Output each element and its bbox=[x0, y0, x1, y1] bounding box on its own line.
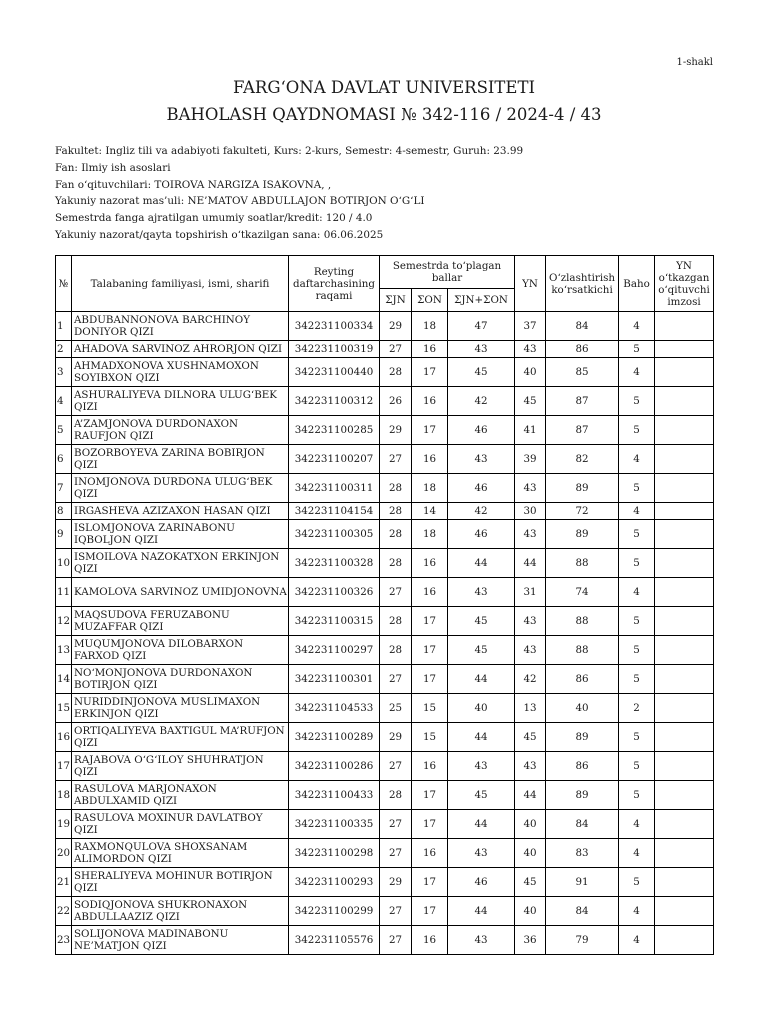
yn-score: 40 bbox=[515, 839, 546, 868]
on-score: 15 bbox=[412, 694, 448, 723]
student-name: NURIDDINJONOVA MUSLIMAXON ERKINJON QIZI bbox=[72, 694, 289, 723]
on-score: 17 bbox=[412, 897, 448, 926]
row-number: 11 bbox=[56, 578, 72, 607]
row-number: 19 bbox=[56, 810, 72, 839]
header-semester-points: Semestrda to‘plagan ballar bbox=[380, 256, 515, 289]
yn-score: 36 bbox=[515, 926, 546, 955]
total-score: 43 bbox=[448, 341, 515, 358]
total-score: 42 bbox=[448, 503, 515, 520]
yn-score: 37 bbox=[515, 312, 546, 341]
mastery-score: 84 bbox=[546, 897, 619, 926]
on-score: 17 bbox=[412, 665, 448, 694]
total-score: 47 bbox=[448, 312, 515, 341]
mastery-score: 89 bbox=[546, 520, 619, 549]
mastery-score: 85 bbox=[546, 358, 619, 387]
jn-score: 29 bbox=[380, 312, 412, 341]
row-number: 4 bbox=[56, 387, 72, 416]
grade: 4 bbox=[619, 926, 655, 955]
student-name: ORTIQALIYEVA BAXTIGUL MA’RUFJON QIZI bbox=[72, 723, 289, 752]
row-number: 20 bbox=[56, 839, 72, 868]
mastery-score: 82 bbox=[546, 445, 619, 474]
table-row bbox=[56, 839, 714, 868]
total-score: 43 bbox=[448, 445, 515, 474]
student-name: A’ZAMJONOVA DURDONAXON RAUFJON QIZI bbox=[72, 416, 289, 445]
yn-score: 13 bbox=[515, 694, 546, 723]
student-name: ABDUBANNONOVA BARCHINOY DONIYOR QIZI bbox=[72, 312, 289, 341]
signature-cell bbox=[655, 578, 714, 607]
info-subject: Fan: Ilmiy ish asoslari bbox=[55, 161, 171, 174]
total-score: 46 bbox=[448, 868, 515, 897]
row-number: 3 bbox=[56, 358, 72, 387]
info-examiner: Yakuniy nazorat mas’uli: NE’MATOV ABDULLAJON BOTIRJON O‘G‘LI bbox=[55, 195, 425, 208]
table-row bbox=[56, 549, 714, 578]
yn-score: 40 bbox=[515, 358, 546, 387]
record-book-number: 342231100328 bbox=[289, 549, 380, 578]
document-title: BAHOLASH QAYDNOMASI № 342-116 / 2024-4 / 43 bbox=[166, 105, 602, 124]
mastery-score: 88 bbox=[546, 607, 619, 636]
signature-cell bbox=[655, 474, 714, 503]
student-name: AHADOVA SARVINOZ AHRORJON QIZI bbox=[72, 341, 289, 358]
student-name: IRGASHEVA AZIZAXON HASAN QIZI bbox=[72, 503, 289, 520]
on-score: 16 bbox=[412, 445, 448, 474]
jn-score: 28 bbox=[380, 636, 412, 665]
row-number: 18 bbox=[56, 781, 72, 810]
signature-cell bbox=[655, 503, 714, 520]
mastery-score: 87 bbox=[546, 416, 619, 445]
mastery-score: 79 bbox=[546, 926, 619, 955]
on-score: 17 bbox=[412, 781, 448, 810]
signature-cell bbox=[655, 416, 714, 445]
total-score: 40 bbox=[448, 694, 515, 723]
signature-cell bbox=[655, 897, 714, 926]
record-book-number: 342231100297 bbox=[289, 636, 380, 665]
yn-score: 43 bbox=[515, 752, 546, 781]
row-number: 13 bbox=[56, 636, 72, 665]
signature-cell bbox=[655, 636, 714, 665]
student-name: SHERALIYEVA MOHINUR BOTIRJON QIZI bbox=[72, 868, 289, 897]
row-number: 17 bbox=[56, 752, 72, 781]
on-score: 16 bbox=[412, 387, 448, 416]
yn-score: 45 bbox=[515, 868, 546, 897]
info-block bbox=[55, 143, 523, 244]
grade: 4 bbox=[619, 839, 655, 868]
record-book-number: 342231100315 bbox=[289, 607, 380, 636]
jn-score: 28 bbox=[380, 549, 412, 578]
grade: 5 bbox=[619, 520, 655, 549]
table-row bbox=[56, 416, 714, 445]
grade: 5 bbox=[619, 781, 655, 810]
jn-score: 27 bbox=[380, 897, 412, 926]
record-book-number: 342231100207 bbox=[289, 445, 380, 474]
grades-table bbox=[55, 255, 714, 955]
header-sum: ΣJN+ΣON bbox=[448, 289, 515, 312]
jn-score: 26 bbox=[380, 387, 412, 416]
row-number: 1 bbox=[56, 312, 72, 341]
table-row bbox=[56, 312, 714, 341]
mastery-score: 88 bbox=[546, 636, 619, 665]
on-score: 17 bbox=[412, 607, 448, 636]
signature-cell bbox=[655, 752, 714, 781]
grade: 5 bbox=[619, 549, 655, 578]
student-name: BOZORBOYEVA ZARINA BOBIRJON QIZI bbox=[72, 445, 289, 474]
student-name: NO‘MONJONOVA DURDONAXON BOTIRJON QIZI bbox=[72, 665, 289, 694]
on-score: 17 bbox=[412, 868, 448, 897]
info-faculty: Fakultet: Ingliz tili va adabiyoti fakulteti, Kurs: 2-kurs, Semestr: 4-semestr, Guruh: 23.99 bbox=[55, 145, 524, 157]
table-row bbox=[56, 503, 714, 520]
info-exam-date: Yakuniy nazorat/qayta topshirish o‘tkazilgan sana: 06.06.2025 bbox=[55, 228, 384, 241]
mastery-score: 40 bbox=[546, 694, 619, 723]
header-jn: ΣJN bbox=[380, 289, 412, 312]
jn-score: 27 bbox=[380, 445, 412, 474]
table-row bbox=[56, 341, 714, 358]
row-number: 6 bbox=[56, 445, 72, 474]
mastery-score: 89 bbox=[546, 723, 619, 752]
yn-score: 31 bbox=[515, 578, 546, 607]
jn-score: 29 bbox=[380, 868, 412, 897]
table-row bbox=[56, 665, 714, 694]
header-signature: YN o‘tkazgan o‘qituvchi imzosi bbox=[655, 256, 714, 312]
student-name: RASULOVA MARJONAXON ABDULXAMID QIZI bbox=[72, 781, 289, 810]
university-title: FARG‘ONA DAVLAT UNIVERSITETI bbox=[232, 78, 535, 97]
record-book-number: 342231100293 bbox=[289, 868, 380, 897]
row-number: 7 bbox=[56, 474, 72, 503]
total-score: 43 bbox=[448, 578, 515, 607]
grade: 5 bbox=[619, 636, 655, 665]
table-row bbox=[56, 723, 714, 752]
signature-cell bbox=[655, 839, 714, 868]
mastery-score: 84 bbox=[546, 312, 619, 341]
grade: 5 bbox=[619, 752, 655, 781]
total-score: 42 bbox=[448, 387, 515, 416]
header-number: № bbox=[56, 256, 72, 312]
grade: 5 bbox=[619, 341, 655, 358]
grade: 4 bbox=[619, 503, 655, 520]
mastery-score: 86 bbox=[546, 752, 619, 781]
on-score: 17 bbox=[412, 636, 448, 665]
on-score: 18 bbox=[412, 520, 448, 549]
on-score: 15 bbox=[412, 723, 448, 752]
grade: 4 bbox=[619, 358, 655, 387]
signature-cell bbox=[655, 926, 714, 955]
grade: 5 bbox=[619, 868, 655, 897]
grade: 4 bbox=[619, 445, 655, 474]
record-book-number: 342231100326 bbox=[289, 578, 380, 607]
jn-score: 28 bbox=[380, 520, 412, 549]
record-book-number: 342231100319 bbox=[289, 341, 380, 358]
total-score: 43 bbox=[448, 752, 515, 781]
total-score: 46 bbox=[448, 520, 515, 549]
on-score: 18 bbox=[412, 474, 448, 503]
row-number: 2 bbox=[56, 341, 72, 358]
table-row bbox=[56, 868, 714, 897]
row-number: 9 bbox=[56, 520, 72, 549]
total-score: 44 bbox=[448, 723, 515, 752]
record-book-number: 342231104533 bbox=[289, 694, 380, 723]
total-score: 44 bbox=[448, 549, 515, 578]
grade: 4 bbox=[619, 578, 655, 607]
mastery-score: 91 bbox=[546, 868, 619, 897]
row-number: 16 bbox=[56, 723, 72, 752]
student-name: KAMOLOVA SARVINOZ UMIDJONOVNA bbox=[72, 578, 289, 607]
yn-score: 40 bbox=[515, 810, 546, 839]
header-on: ΣON bbox=[412, 289, 448, 312]
on-score: 16 bbox=[412, 839, 448, 868]
total-score: 45 bbox=[448, 636, 515, 665]
signature-cell bbox=[655, 607, 714, 636]
grade: 2 bbox=[619, 694, 655, 723]
jn-score: 29 bbox=[380, 416, 412, 445]
signature-cell bbox=[655, 868, 714, 897]
record-book-number: 342231104154 bbox=[289, 503, 380, 520]
yn-score: 40 bbox=[515, 897, 546, 926]
student-name: RASULOVA MOXINUR DAVLATBOY QIZI bbox=[72, 810, 289, 839]
signature-cell bbox=[655, 549, 714, 578]
grade: 4 bbox=[619, 810, 655, 839]
record-book-number: 342231100299 bbox=[289, 897, 380, 926]
table-row bbox=[56, 926, 714, 955]
yn-score: 43 bbox=[515, 341, 546, 358]
mastery-score: 89 bbox=[546, 781, 619, 810]
signature-cell bbox=[655, 694, 714, 723]
jn-score: 28 bbox=[380, 503, 412, 520]
row-number: 12 bbox=[56, 607, 72, 636]
signature-cell bbox=[655, 312, 714, 341]
form-number: 1-shakl bbox=[676, 57, 713, 68]
grade: 5 bbox=[619, 665, 655, 694]
grade: 5 bbox=[619, 474, 655, 503]
mastery-score: 83 bbox=[546, 839, 619, 868]
mastery-score: 87 bbox=[546, 387, 619, 416]
yn-score: 39 bbox=[515, 445, 546, 474]
record-book-number: 342231100285 bbox=[289, 416, 380, 445]
jn-score: 27 bbox=[380, 341, 412, 358]
total-score: 45 bbox=[448, 607, 515, 636]
table-row bbox=[56, 810, 714, 839]
mastery-score: 72 bbox=[546, 503, 619, 520]
table-row bbox=[56, 781, 714, 810]
student-name: RAJABOVA O‘G‘ILOY SHUHRATJON QIZI bbox=[72, 752, 289, 781]
record-book-number: 342231100289 bbox=[289, 723, 380, 752]
signature-cell bbox=[655, 520, 714, 549]
on-score: 17 bbox=[412, 358, 448, 387]
student-name: SOLIJONOVA MADINABONU NE’MATJON QIZI bbox=[72, 926, 289, 955]
jn-score: 28 bbox=[380, 358, 412, 387]
mastery-score: 74 bbox=[546, 578, 619, 607]
yn-score: 41 bbox=[515, 416, 546, 445]
table-row bbox=[56, 445, 714, 474]
on-score: 16 bbox=[412, 549, 448, 578]
grade: 5 bbox=[619, 723, 655, 752]
mastery-score: 86 bbox=[546, 341, 619, 358]
grade: 5 bbox=[619, 607, 655, 636]
signature-cell bbox=[655, 445, 714, 474]
header-mastery: O‘zlashtirish ko‘rsatkichi bbox=[546, 256, 619, 312]
yn-score: 44 bbox=[515, 781, 546, 810]
jn-score: 28 bbox=[380, 607, 412, 636]
signature-cell bbox=[655, 810, 714, 839]
signature-cell bbox=[655, 665, 714, 694]
grades-table-body bbox=[56, 312, 714, 955]
grade: 4 bbox=[619, 897, 655, 926]
total-score: 44 bbox=[448, 665, 515, 694]
jn-score: 27 bbox=[380, 926, 412, 955]
table-row bbox=[56, 578, 714, 607]
table-row bbox=[56, 897, 714, 926]
info-hours-credit: Semestrda fanga ajratilgan umumiy soatlar/kredit: 120 / 4.0 bbox=[55, 212, 373, 225]
total-score: 45 bbox=[448, 781, 515, 810]
student-name: MUQUMJONOVA DILOBARXON FARXOD QIZI bbox=[72, 636, 289, 665]
table-row bbox=[56, 474, 714, 503]
yn-score: 45 bbox=[515, 723, 546, 752]
jn-score: 27 bbox=[380, 839, 412, 868]
grade: 4 bbox=[619, 312, 655, 341]
record-book-number: 342231100311 bbox=[289, 474, 380, 503]
yn-score: 44 bbox=[515, 549, 546, 578]
yn-score: 42 bbox=[515, 665, 546, 694]
row-number: 15 bbox=[56, 694, 72, 723]
table-row bbox=[56, 607, 714, 636]
total-score: 46 bbox=[448, 416, 515, 445]
table-row bbox=[56, 636, 714, 665]
on-score: 16 bbox=[412, 578, 448, 607]
info-teachers: Fan o‘qituvchilari: TOIROVA NARGIZA ISAKOVNA, , bbox=[55, 178, 332, 191]
mastery-score: 86 bbox=[546, 665, 619, 694]
header-yn: YN bbox=[515, 256, 546, 312]
record-book-number: 342231100334 bbox=[289, 312, 380, 341]
total-score: 44 bbox=[448, 810, 515, 839]
record-book-number: 342231105576 bbox=[289, 926, 380, 955]
table-row bbox=[56, 358, 714, 387]
table-row bbox=[56, 752, 714, 781]
yn-score: 45 bbox=[515, 387, 546, 416]
jn-score: 29 bbox=[380, 723, 412, 752]
grade: 5 bbox=[619, 387, 655, 416]
student-name: ASHURALIYEVA DILNORA ULUG‘BEK QIZI bbox=[72, 387, 289, 416]
total-score: 45 bbox=[448, 358, 515, 387]
row-number: 5 bbox=[56, 416, 72, 445]
on-score: 16 bbox=[412, 752, 448, 781]
record-book-number: 342231100298 bbox=[289, 839, 380, 868]
record-book-number: 342231100286 bbox=[289, 752, 380, 781]
table-row bbox=[56, 694, 714, 723]
record-book-number: 342231100440 bbox=[289, 358, 380, 387]
record-book-number: 342231100305 bbox=[289, 520, 380, 549]
record-book-number: 342231100301 bbox=[289, 665, 380, 694]
student-name: SODIQJONOVA SHUKRONAXON ABDULLAAZIZ QIZI bbox=[72, 897, 289, 926]
jn-score: 27 bbox=[380, 578, 412, 607]
row-number: 21 bbox=[56, 868, 72, 897]
mastery-score: 84 bbox=[546, 810, 619, 839]
jn-score: 25 bbox=[380, 694, 412, 723]
row-number: 23 bbox=[56, 926, 72, 955]
total-score: 43 bbox=[448, 926, 515, 955]
jn-score: 27 bbox=[380, 752, 412, 781]
total-score: 46 bbox=[448, 474, 515, 503]
jn-score: 28 bbox=[380, 474, 412, 503]
student-name: RAXMONQULOVA SHOXSANAM ALIMORDON QIZI bbox=[72, 839, 289, 868]
total-score: 43 bbox=[448, 839, 515, 868]
jn-score: 28 bbox=[380, 781, 412, 810]
on-score: 16 bbox=[412, 926, 448, 955]
record-book-number: 342231100335 bbox=[289, 810, 380, 839]
student-name: ISLOMJONOVA ZARINABONU IQBOLJON QIZI bbox=[72, 520, 289, 549]
on-score: 17 bbox=[412, 810, 448, 839]
signature-cell bbox=[655, 387, 714, 416]
student-name: AHMADXONOVA XUSHNAMOXON SOYIBXON QIZI bbox=[72, 358, 289, 387]
row-number: 22 bbox=[56, 897, 72, 926]
yn-score: 30 bbox=[515, 503, 546, 520]
on-score: 16 bbox=[412, 341, 448, 358]
record-book-number: 342231100433 bbox=[289, 781, 380, 810]
on-score: 18 bbox=[412, 312, 448, 341]
mastery-score: 88 bbox=[546, 549, 619, 578]
student-name: INOMJONOVA DURDONA ULUG‘BEK QIZI bbox=[72, 474, 289, 503]
row-number: 14 bbox=[56, 665, 72, 694]
header-grade: Baho bbox=[619, 256, 655, 312]
grade: 5 bbox=[619, 416, 655, 445]
record-book-number: 342231100312 bbox=[289, 387, 380, 416]
total-score: 44 bbox=[448, 897, 515, 926]
student-name: MAQSUDOVA FERUZABONU MUZAFFAR QIZI bbox=[72, 607, 289, 636]
mastery-score: 89 bbox=[546, 474, 619, 503]
signature-cell bbox=[655, 358, 714, 387]
yn-score: 43 bbox=[515, 607, 546, 636]
header-record-book: Reyting daftarchasining raqami bbox=[289, 256, 380, 312]
table-row bbox=[56, 520, 714, 549]
yn-score: 43 bbox=[515, 636, 546, 665]
jn-score: 27 bbox=[380, 810, 412, 839]
yn-score: 43 bbox=[515, 474, 546, 503]
on-score: 14 bbox=[412, 503, 448, 520]
student-name: ISMOILOVA NAZOKATXON ERKINJON QIZI bbox=[72, 549, 289, 578]
yn-score: 43 bbox=[515, 520, 546, 549]
signature-cell bbox=[655, 723, 714, 752]
on-score: 17 bbox=[412, 416, 448, 445]
signature-cell bbox=[655, 781, 714, 810]
header-student-name: Talabaning familiyasi, ismi, sharifi bbox=[72, 256, 289, 312]
table-row bbox=[56, 387, 714, 416]
jn-score: 27 bbox=[380, 665, 412, 694]
row-number: 10 bbox=[56, 549, 72, 578]
row-number: 8 bbox=[56, 503, 72, 520]
signature-cell bbox=[655, 341, 714, 358]
